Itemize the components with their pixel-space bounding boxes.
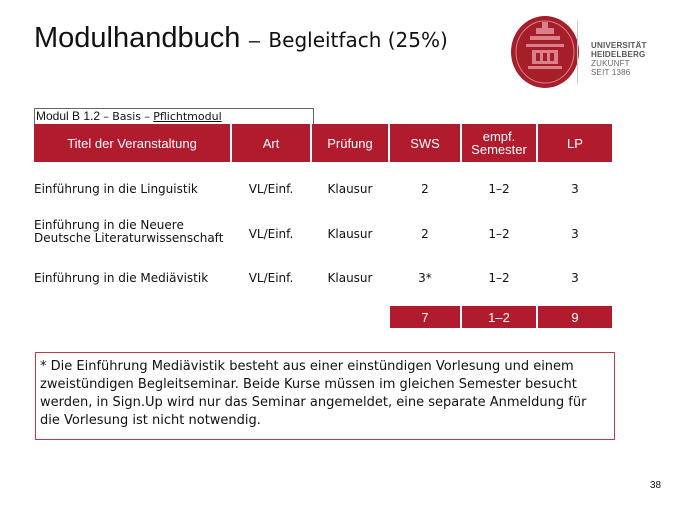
header-title: Titel der Veranstaltung	[34, 124, 230, 162]
header-sws: SWS	[390, 124, 460, 162]
row3-title: Einführung in die Mediävistik	[34, 271, 209, 285]
row1-lp: 3	[571, 182, 579, 196]
module-label: Modul B 1.2 – Basis – Pflichtmodul	[36, 109, 222, 123]
header-pruefung: Prüfung	[312, 124, 388, 162]
university-wordmark: UNIVERSITÄT HEIDELBERG ZUKUNFT SEIT 1386	[591, 41, 647, 77]
module-sep: –	[103, 110, 109, 123]
row2-sws: 2	[421, 227, 429, 241]
row1-semester: 1–2	[488, 182, 510, 196]
page-title	[34, 22, 448, 55]
module-code: Modul B 1.2	[36, 109, 101, 123]
total-sws: 7	[390, 306, 460, 328]
footnote-text: * Die Einführung Mediävistik besteht aus einer einstündigen Vorlesung und einem zweistündigen Begleitseminar. Beide Kurse müssen im gleichen Semester besucht werden, in Sign.Up wird nur das Seminar angemeldet, eine separate Anmeldung für die Vorlesung ist nicht notwendig.	[40, 359, 587, 428]
row3-pruefung: Klausur	[327, 271, 373, 285]
header-art: Art	[232, 124, 310, 162]
row2-art: VL/Einf.	[248, 227, 294, 241]
title-subtitle: Begleitfach (25%)	[268, 28, 448, 52]
row1-art: VL/Einf.	[248, 182, 294, 196]
row1-title: Einführung in die Linguistik	[34, 182, 198, 196]
total-semester: 1–2	[462, 306, 536, 328]
module-kind: Pflichtmodul	[153, 110, 222, 123]
row3-lp: 3	[571, 271, 579, 285]
row3-art: VL/Einf.	[248, 271, 294, 285]
row2-pruefung: Klausur	[327, 227, 373, 241]
row3-semester: 1–2	[488, 271, 510, 285]
logo-divider	[577, 20, 578, 84]
header-semester: empf. Semester	[462, 124, 536, 162]
page-number: 38	[650, 480, 662, 491]
header-lp: LP	[538, 124, 612, 162]
title-main: Modulhandbuch	[34, 22, 241, 54]
row1-pruefung: Klausur	[327, 182, 373, 196]
module-type: Basis	[112, 110, 142, 123]
row3-sws: 3*	[418, 271, 432, 285]
row1-sws: 2	[421, 182, 429, 196]
row2-lp: 3	[571, 227, 579, 241]
total-lp: 9	[538, 306, 612, 328]
row2-semester: 1–2	[488, 227, 510, 241]
title-separator: –	[248, 30, 260, 52]
row2-title: Einführung in die Neuere Deutsche Literaturwissenschaft	[34, 218, 224, 245]
